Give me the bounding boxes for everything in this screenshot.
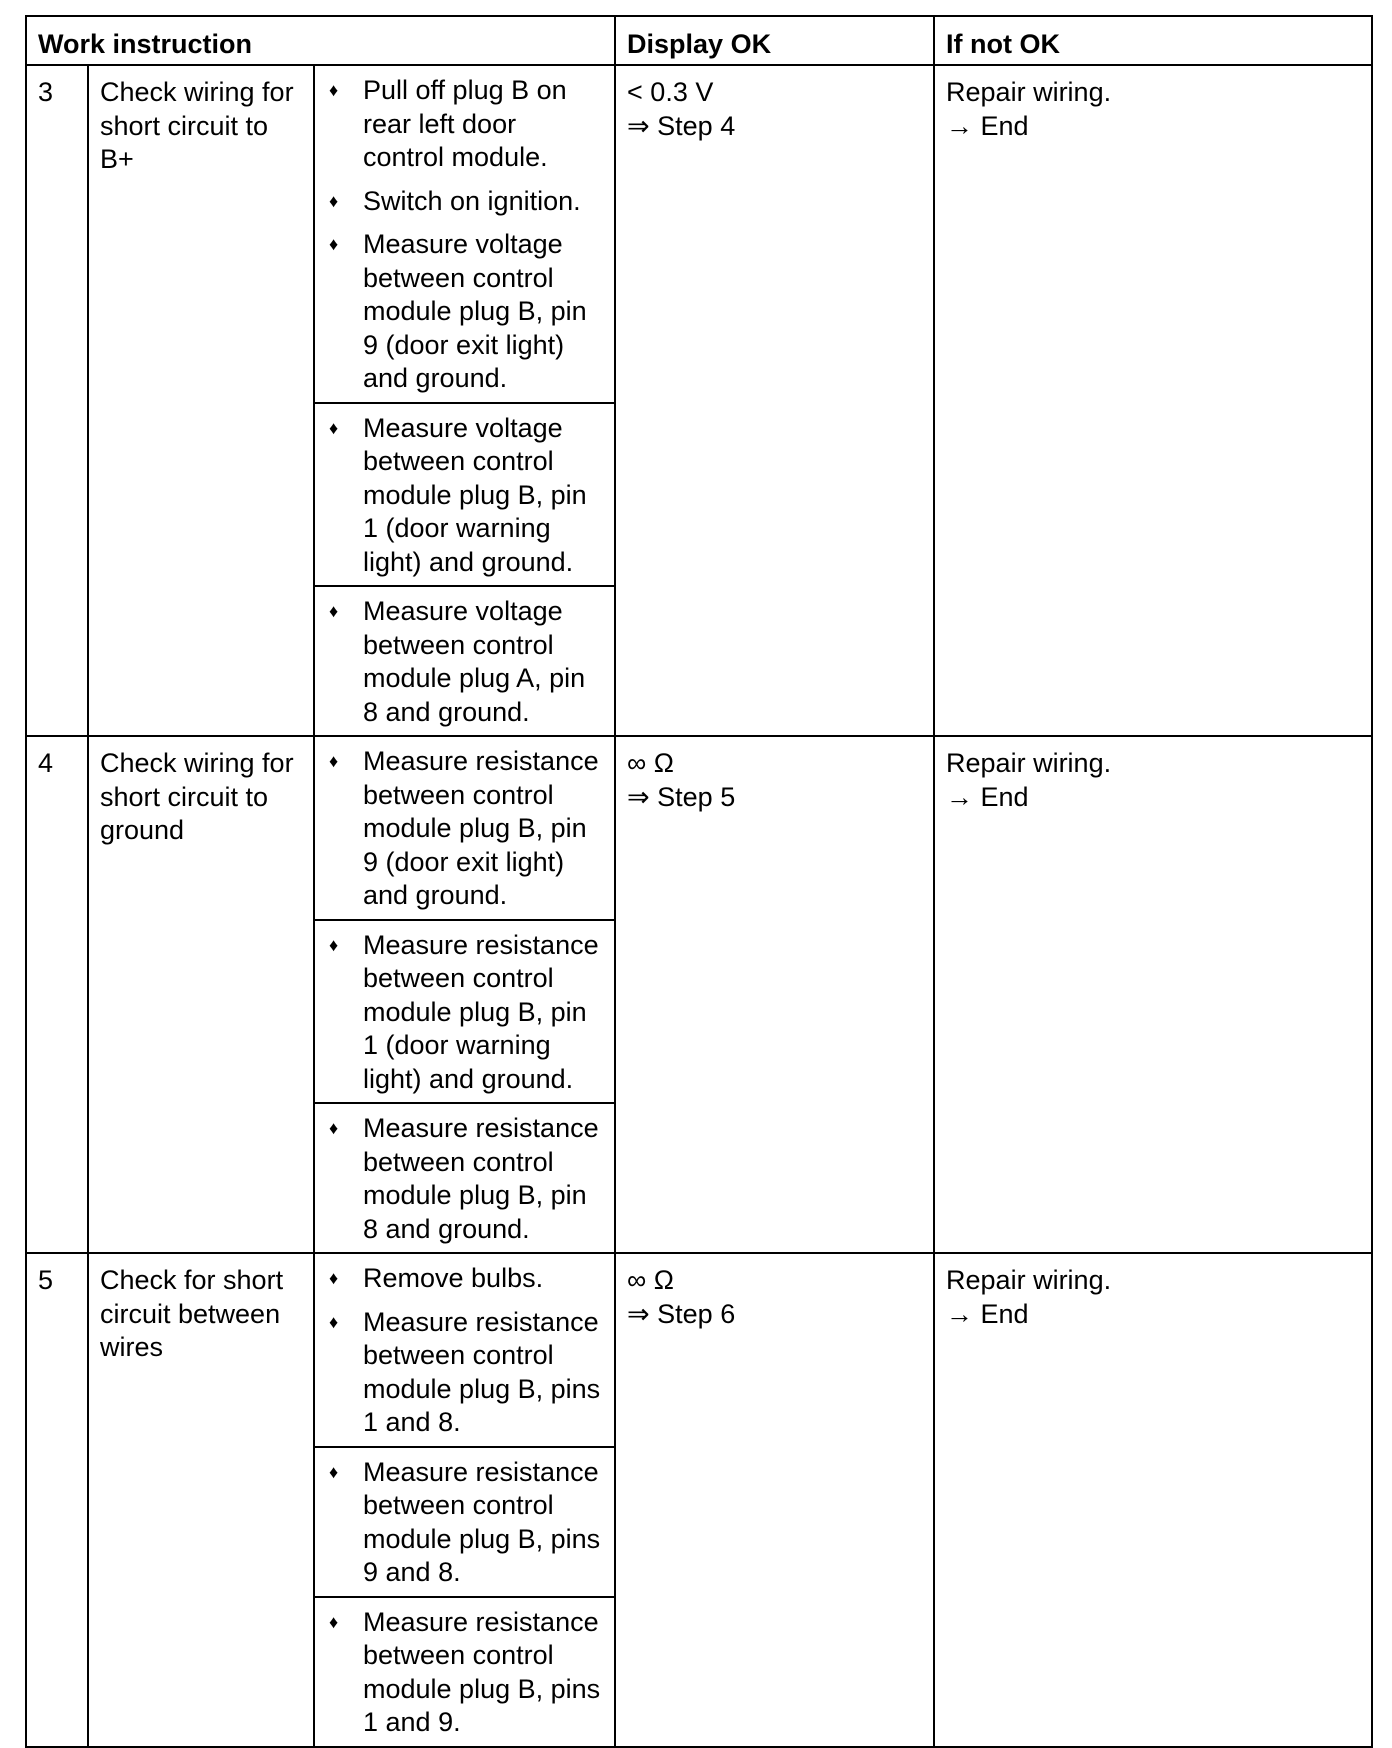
diamond-bullet-icon: ♦ [329,934,339,955]
diamond-bullet-icon: ♦ [329,1268,339,1288]
diamond-bullet-icon: ♦ [329,417,339,438]
diamond-bullet-icon: ♦ [329,190,339,211]
action-list [325,595,602,729]
action-list [325,74,602,396]
display-ok-line: ⇒ Step 4 [627,110,736,141]
action-group [314,1447,615,1597]
table-row [26,65,1372,403]
action-text: Switch on ignition. [363,185,581,216]
display-ok-line: ∞ Ω [627,748,674,778]
action-list [325,1112,602,1246]
step-number: 4 [26,736,88,1253]
action-group [314,1253,615,1447]
display-ok-cell [615,65,934,736]
if-not-ok-line: → End [946,1298,1029,1329]
diamond-bullet-icon: ♦ [329,751,339,771]
if-not-ok-line: → End [946,781,1029,812]
diamond-bullet-icon: ♦ [329,1311,339,1332]
action-list [325,412,602,580]
action-list [325,1606,602,1740]
action-group [314,586,615,736]
action-text: Measure voltage between control module plug A, pin 8 and ground. [363,596,586,727]
action-text: Measure resistance between control module plug B, pins 1 and 8. [363,1306,601,1437]
header-display-ok: Display OK [615,16,934,65]
if-not-ok-line: Repair wiring. [946,77,1112,107]
header-row [26,16,1372,65]
action-text: Measure voltage between control module plug B, pin 9 (door exit light) and ground. [363,229,587,393]
action-item [325,929,602,1097]
action-item [325,1456,602,1590]
header-work-instruction: Work instruction [26,16,615,65]
display-ok-line: ⇒ Step 5 [627,781,736,812]
action-group [314,920,615,1104]
action-item [325,1262,602,1296]
action-item [325,185,602,219]
action-item [325,595,602,729]
step-number: 3 [26,65,88,736]
action-text: Measure resistance between control module plug B, pin 1 (door warning light) and ground. [363,929,599,1094]
action-group [314,403,615,587]
action-group [314,1103,615,1253]
action-text: Pull off plug B on rear left door control module. [363,75,567,172]
action-item [325,1112,602,1246]
action-list [325,1262,602,1440]
action-item [325,745,602,913]
header-if-not-ok: If not OK [934,16,1372,65]
display-ok-cell [615,1253,934,1747]
action-text: Remove bulbs. [363,1263,544,1293]
if-not-ok-line: → End [946,110,1029,141]
diamond-bullet-icon: ♦ [329,234,339,254]
display-ok-cell [615,736,934,1253]
action-item [325,1606,602,1740]
action-group [314,65,615,403]
diamond-bullet-icon: ♦ [329,601,339,621]
action-list [325,745,602,913]
diamond-bullet-icon: ♦ [329,80,339,100]
step-title: Check for short circuit between wires [88,1253,314,1747]
if-not-ok-line: Repair wiring. [946,748,1112,778]
display-ok-line: ⇒ Step 6 [627,1298,736,1329]
display-ok-line: < 0.3 V [627,77,714,107]
action-text: Measure voltage between control module plug B, pin 1 (door warning light) and ground. [363,412,587,577]
action-text: Measure resistance between control module plug B, pin 9 (door exit light) and ground. [363,746,599,910]
if-not-ok-cell [934,736,1372,1253]
if-not-ok-line: Repair wiring. [946,1265,1112,1295]
action-item [325,1306,602,1440]
work-instruction-table [25,15,1373,1748]
action-list [325,1456,602,1590]
if-not-ok-cell [934,1253,1372,1747]
step-title: Check wiring for short circuit to B+ [88,65,314,736]
display-ok-line: ∞ Ω [627,1265,674,1295]
step-number: 5 [26,1253,88,1747]
table-body [26,65,1372,1747]
diamond-bullet-icon: ♦ [329,1118,339,1138]
action-item [325,74,602,175]
step-title: Check wiring for short circuit to ground [88,736,314,1253]
action-list [325,929,602,1097]
table-row [26,1253,1372,1447]
action-text: Measure resistance between control module plug B, pins 1 and 9. [363,1606,601,1737]
diamond-bullet-icon: ♦ [329,1461,339,1482]
action-text: Measure resistance between control module plug B, pins 9 and 8. [363,1456,601,1587]
action-item [325,412,602,580]
action-group [314,1597,615,1747]
if-not-ok-cell [934,65,1372,736]
action-group [314,736,615,920]
table-row [26,736,1372,920]
action-text: Measure resistance between control module plug B, pin 8 and ground. [363,1113,599,1244]
diamond-bullet-icon: ♦ [329,1611,339,1632]
action-item [325,228,602,396]
